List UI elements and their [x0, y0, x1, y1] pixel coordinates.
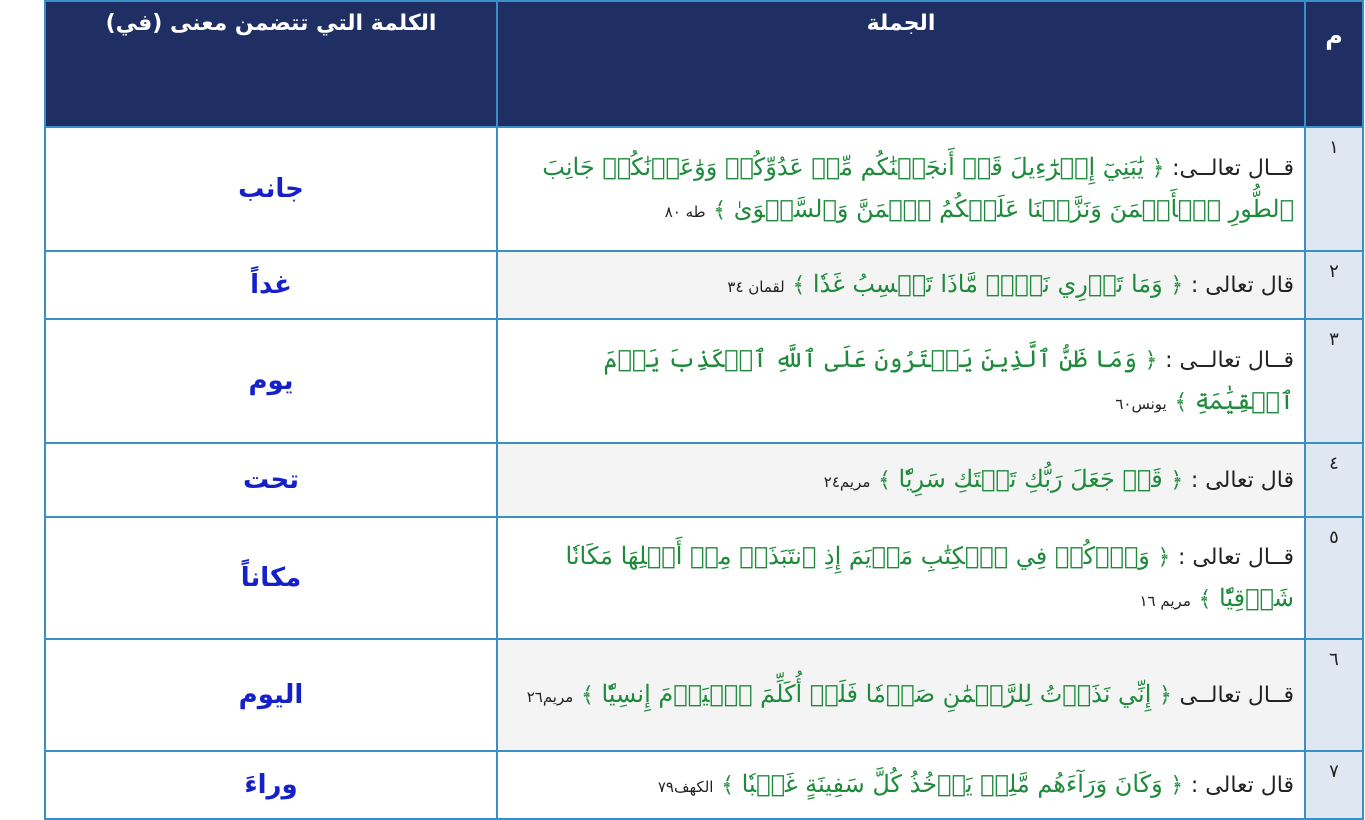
sentence-intro: قــال تعالــى: — [1172, 155, 1294, 181]
quran-verse: وَكَانَ وَرَآءَهُم مَّلِكٞ يَأۡخُذُ كُلَّ سَفِينَةٍ غَصۡبٗا — [741, 769, 1163, 798]
ornament-open: ﴿ — [1170, 467, 1184, 493]
sentence-intro: قال تعالى : — [1190, 272, 1294, 298]
row-number: ٣ — [1305, 319, 1363, 443]
ornament-open: ﴿ — [1170, 772, 1184, 798]
ornament-open: ﴿ — [1151, 155, 1165, 181]
ornament-close: ﴾ — [1174, 389, 1188, 415]
sentence-cell — [497, 127, 1305, 251]
sentence-cell — [497, 319, 1305, 443]
verses-table — [44, 0, 1364, 820]
ornament-close: ﴾ — [1198, 586, 1212, 612]
sentence-cell — [497, 443, 1305, 517]
verse-reference: مريم ١٦ — [1139, 591, 1191, 610]
ornament-close: ﴾ — [713, 197, 727, 223]
table-row — [45, 639, 1363, 751]
sentence-intro: قال تعالى : — [1190, 772, 1294, 798]
row-number: ٢ — [1305, 251, 1363, 319]
sentence-cell — [497, 639, 1305, 751]
ornament-open: ﴿ — [1157, 544, 1171, 570]
ornament-close: ﴾ — [721, 772, 734, 798]
header-sentence: الجملة — [497, 1, 1305, 127]
sentence-line — [508, 264, 1294, 307]
ornament-open: ﴿ — [1159, 682, 1172, 708]
quran-verse: يَٰبَنِيٓ إِسۡرَٰٓءِيلَ قَدۡ أَنجَيۡنَٰكُم مِّنۡ عَدُوِّكُمۡ وَوَٰعَدۡنَٰكُمۡ جَانِبَ ٱلطُّورِ ٱلۡأَيۡمَنَ وَنَزَّلۡنَا عَلَيۡكُمُ ٱلۡمَنَّ وَٱلسَّلۡوَىٰ — [542, 152, 1294, 223]
answer-word: تحت — [45, 443, 497, 517]
quran-verse: وَمَا تَدۡرِي نَفۡسٞ مَّاذَا تَكۡسِبُ غَدٗا — [812, 269, 1163, 298]
header-row — [45, 1, 1363, 127]
verse-reference: مريم٢٦ — [526, 687, 574, 706]
sentence-intro: قــال تعالــى — [1179, 682, 1294, 708]
answer-word: مكاناً — [45, 517, 497, 639]
answer-word: جانب — [45, 127, 497, 251]
answer-word: يوم — [45, 319, 497, 443]
answer-word: وراءَ — [45, 751, 497, 819]
page — [44, 0, 1362, 800]
row-number: ٦ — [1305, 639, 1363, 751]
sentence-cell — [497, 751, 1305, 819]
ornament-close: ﴾ — [580, 682, 594, 708]
quran-verse: قَدۡ جَعَلَ رَبُّكِ تَحۡتَكِ سَرِيّٗا — [898, 464, 1163, 493]
table-row — [45, 443, 1363, 517]
quran-verse: وَمَا ظَنُّ ٱلَّذِينَ يَفۡتَرُونَ عَلَى ٱللَّهِ ٱلۡكَذِبَ يَوۡمَ ٱلۡقِيَٰمَةِ — [603, 344, 1294, 415]
sentence-line — [508, 674, 1294, 717]
sentence-cell — [497, 517, 1305, 639]
ornament-open: ﴿ — [1144, 347, 1158, 373]
answer-word: اليوم — [45, 639, 497, 751]
verse-reference: الكهف٧٩ — [657, 777, 714, 796]
sentence-line — [508, 147, 1294, 232]
ornament-close: ﴾ — [878, 467, 891, 493]
sentence-line — [508, 536, 1294, 621]
verse-reference: مريم٢٤ — [823, 472, 871, 491]
header-word: الكلمة التي تتضمن معنى (في) — [45, 1, 497, 127]
row-number: ٧ — [1305, 751, 1363, 819]
sentence-intro: قــال تعالــى : — [1165, 347, 1294, 373]
sentence-line — [508, 459, 1294, 502]
table-row — [45, 517, 1363, 639]
ornament-open: ﴿ — [1170, 272, 1184, 298]
sentence-cell — [497, 251, 1305, 319]
sentence-line — [508, 764, 1294, 807]
sentence-intro: قــال تعالى : — [1178, 544, 1294, 570]
header-number: م — [1305, 1, 1363, 127]
verse-reference: يونس٦٠ — [1115, 394, 1167, 413]
verse-reference: لقمان ٣٤ — [727, 277, 785, 296]
table-row — [45, 251, 1363, 319]
table-row — [45, 127, 1363, 251]
verse-reference: طه ٨٠ — [664, 202, 706, 221]
table-row — [45, 751, 1363, 819]
table-row — [45, 319, 1363, 443]
row-number: ٤ — [1305, 443, 1363, 517]
quran-verse: وَٱذۡكُرۡ فِي ٱلۡكِتَٰبِ مَرۡيَمَ إِذِ ٱنتَبَذَتۡ مِنۡ أَهۡلِهَا مَكَانٗا شَرۡقِيّٗا — [565, 541, 1294, 612]
row-number: ٥ — [1305, 517, 1363, 639]
ornament-close: ﴾ — [792, 272, 806, 298]
quran-verse: إِنِّي نَذَرۡتُ لِلرَّحۡمَٰنِ صَوۡمٗا فَلَنۡ أُكَلِّمَ ٱلۡيَوۡمَ إِنسِيّٗا — [601, 679, 1152, 708]
row-number: ١ — [1305, 127, 1363, 251]
sentence-line — [508, 339, 1294, 424]
answer-word: غداً — [45, 251, 497, 319]
sentence-intro: قال تعالى : — [1190, 467, 1294, 493]
